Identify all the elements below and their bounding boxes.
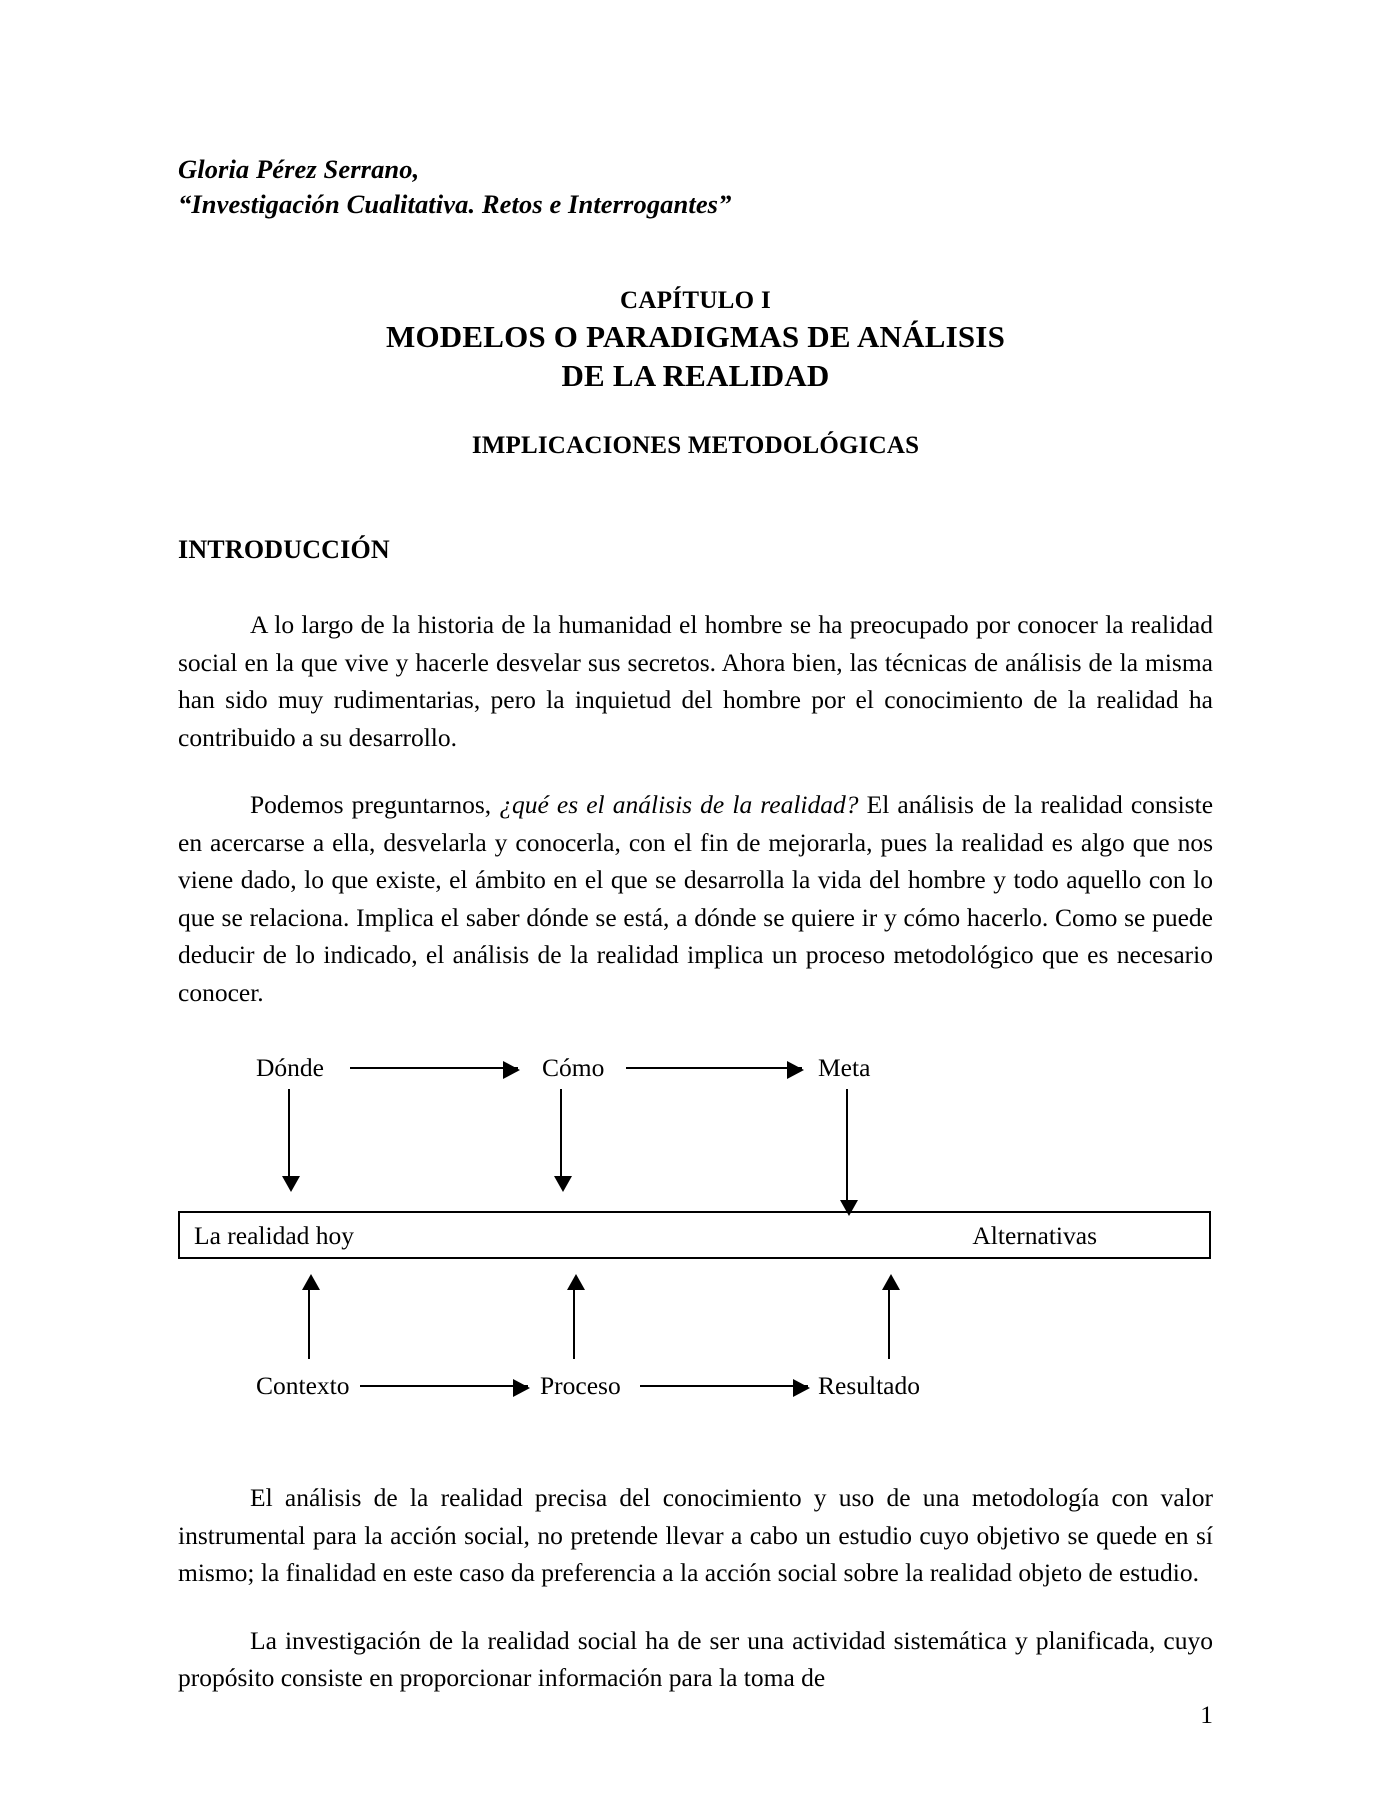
diagram-box-label-right: Alternativas xyxy=(972,1221,1097,1250)
paragraph-1: A lo largo de la historia de la humanidad el hombre se ha preocupado por conocer la realidad social en la que vive y hacerle desvelar sus secretos. Ahora bien, las técnicas de análisis de la misma han sido muy rudimentarias, pero la inquietud del hombre por el conocimiento de la realidad ha contribuido a su desarrollo. xyxy=(178,610,1213,752)
diagram-arrow-como-to-meta xyxy=(626,1067,802,1069)
chapter-label: CAPÍTULO I xyxy=(620,287,771,314)
running-head xyxy=(178,152,1213,222)
paragraph-2-part-1: Podemos preguntarnos, xyxy=(250,790,500,819)
paragraph-4: La investigación de la realidad social ha de ser una actividad sistemática y planificada, cuyo propósito consiste en proporcionar información para la toma de xyxy=(178,1625,1213,1692)
page-number: 1 xyxy=(1200,1700,1213,1729)
page-title-line-1: MODELOS O PARADIGMAS DE ANÁLISIS xyxy=(385,319,1006,354)
flow-diagram xyxy=(178,1031,1213,1400)
page-subtitle: IMPLICACIONES METODOLÓGICAS xyxy=(471,432,920,459)
diagram-node-como: Cómo xyxy=(542,1053,605,1082)
diagram-node-meta: Meta xyxy=(818,1053,871,1082)
paragraph-2-part-2: El análisis de la realidad consiste en acercarse a ella, desvelarla y conocerla, con el fin de mejorarla, pues la realidad es algo que nos viene dado, lo que existe, el ámbito en el que se desarrolla la vida del hombre y todo aquello con lo que se relaciona. Implica el saber dónde se está, a dónde se quiere ir y cómo hacerlo. Como se puede deducir de lo indicado, el análisis de la realidad implica un proceso metodológico que es necesario conocer. xyxy=(178,790,1214,1007)
diagram-arrow-proceso-to-resultado xyxy=(640,1385,808,1387)
section-heading-introduccion: INTRODUCCIÓN xyxy=(178,535,390,564)
page-content xyxy=(178,0,1213,1697)
paragraph-2-italic-question: ¿qué es el análisis de la realidad? xyxy=(499,790,859,819)
diagram-arrow-down-donde xyxy=(288,1089,290,1177)
title-block xyxy=(178,284,1213,395)
running-head-author: Gloria Pérez Serrano, xyxy=(178,154,420,184)
diagram-arrow-down-como xyxy=(560,1089,562,1177)
diagram-node-contexto: Contexto xyxy=(256,1371,350,1400)
diagram-box-realidad xyxy=(178,1211,1211,1259)
diagram-arrow-donde-to-como xyxy=(350,1067,518,1069)
paragraph-2 xyxy=(178,786,1213,1011)
diagram-arrow-up-contexto xyxy=(308,1289,310,1359)
diagram-arrow-contexto-to-proceso xyxy=(360,1385,528,1387)
diagram-node-donde: Dónde xyxy=(256,1053,324,1082)
page-title-line-2: DE LA REALIDAD xyxy=(561,358,830,393)
diagram-box-label-left: La realidad hoy xyxy=(194,1221,355,1250)
diagram-node-resultado: Resultado xyxy=(818,1371,920,1400)
diagram-node-proceso: Proceso xyxy=(540,1371,621,1400)
diagram-arrow-up-resultado xyxy=(888,1289,890,1359)
paragraph-3: El análisis de la realidad precisa del conocimiento y uso de una metodología con valor instrumental para la acción social, no pretende llevar a cabo un estudio cuyo objetivo se quede en sí mismo; la finalidad en este caso da preferencia a la acción social sobre la realidad objeto de estudio. xyxy=(178,1483,1213,1587)
running-head-title: “Investigación Cualitativa. Retos e Interrogantes” xyxy=(178,189,732,219)
diagram-arrow-up-proceso xyxy=(573,1289,575,1359)
diagram-arrow-down-meta xyxy=(846,1089,848,1201)
